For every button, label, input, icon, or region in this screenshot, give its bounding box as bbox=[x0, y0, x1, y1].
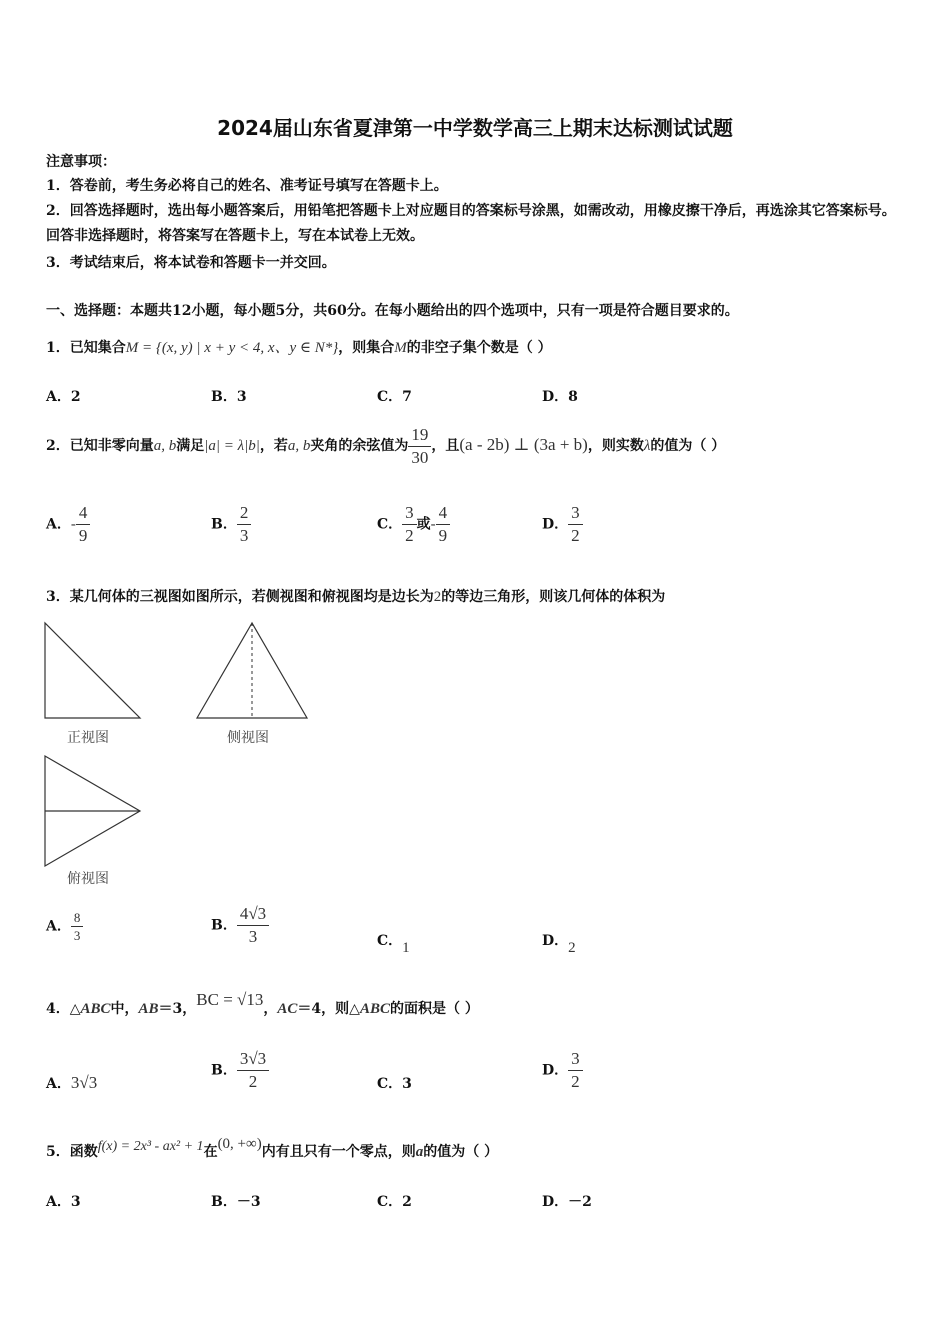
q2-cos-den: 30 bbox=[411, 447, 429, 467]
q2-t2: ，若 bbox=[259, 438, 288, 454]
q5-option-b[interactable]: B．－3 bbox=[211, 1194, 261, 1210]
q4-t2: ＝3， bbox=[158, 1001, 197, 1017]
top-view-label: 俯视图 bbox=[67, 871, 109, 887]
q3-option-a[interactable]: A． $\frac{8}{3}$ bbox=[46, 910, 83, 943]
q2-option-d-fraction: $\frac{3}{2}$ bbox=[568, 503, 583, 546]
q2-lambda: λ bbox=[643, 438, 651, 454]
page-title: 2024届山东省夏津第一中学数学高三上期末达标测试试题 bbox=[217, 116, 733, 140]
q2-t5: ，则实数 bbox=[587, 438, 644, 454]
q4-t3: ， bbox=[263, 1001, 278, 1017]
q3-prefix: 3．某几何体的三视图如图所示，若侧视图和俯视图均是边长为 bbox=[46, 589, 434, 605]
q5-t2: 内有且只有一个零点，则 bbox=[261, 1144, 416, 1160]
notice-item-1: 1．答卷前，考生务必将自己的姓名、准考证号填写在答题卡上。 bbox=[46, 178, 448, 194]
side-view-label: 侧视图 bbox=[227, 730, 269, 746]
q5-t1: 在 bbox=[203, 1144, 218, 1160]
q2-condition: |a| = λ|b| bbox=[204, 438, 260, 454]
q4-bc: BC = √13 bbox=[196, 990, 264, 1009]
q4-option-b-fraction: $\frac{3√3}{2}$ bbox=[237, 1049, 269, 1092]
three-view-figure bbox=[40, 618, 320, 890]
q3-option-c[interactable]: C．1 bbox=[377, 933, 410, 956]
question-3 bbox=[46, 586, 665, 608]
question-1 bbox=[46, 337, 552, 359]
q1-m: M bbox=[394, 340, 407, 356]
section-heading: 一、选择题：本题共12小题，每小题5分，共60分。在每小题给出的四个选项中，只有一项是符合题目要求的。 bbox=[46, 303, 739, 319]
question-5 bbox=[46, 1136, 499, 1164]
q2-t4: ，且 bbox=[431, 438, 460, 454]
q4-abc-2: ABC bbox=[359, 1001, 390, 1017]
q4-ab: AB bbox=[138, 1001, 159, 1017]
q2-option-b[interactable]: B． $\frac{2}{3}$ bbox=[211, 503, 251, 546]
q4-t4: ＝4，则△ bbox=[297, 1001, 360, 1017]
notice-heading: 注意事项： bbox=[46, 154, 116, 170]
q1-suffix: ，则集合 bbox=[338, 340, 395, 356]
q1-suffix2: 的非空子集个数是（ ） bbox=[406, 340, 552, 356]
q1-option-c[interactable]: C．7 bbox=[377, 389, 412, 405]
q3-two: 2 bbox=[433, 589, 442, 605]
q2-option-c[interactable]: C． $\frac{3}{2}$ 或- $\frac{4}{9}$ bbox=[377, 503, 450, 546]
q3-option-b[interactable]: B． $\frac{4√3}{3}$ bbox=[211, 904, 269, 947]
front-view-triangle bbox=[45, 623, 140, 718]
front-view-label: 正视图 bbox=[67, 730, 109, 746]
q4-abc: ABC bbox=[80, 1001, 111, 1017]
q2-vectors: a, b bbox=[153, 438, 177, 454]
question-2 bbox=[46, 420, 725, 471]
q3-option-d[interactable]: D．2 bbox=[542, 933, 576, 956]
q4-option-d[interactable]: D． $\frac{3}{2}$ bbox=[542, 1049, 583, 1092]
q5-a: a bbox=[415, 1144, 424, 1160]
q2-option-d[interactable]: D． $\frac{3}{2}$ bbox=[542, 503, 583, 546]
q2-vectors-2: a, b bbox=[287, 438, 311, 454]
q3-option-a-fraction: $\frac{8}{3}$ bbox=[71, 910, 84, 943]
q4-ac: AC bbox=[277, 1001, 298, 1017]
q1-prefix: 1．已知集合 bbox=[46, 340, 126, 356]
notice-item-2: 2．回答选择题时，选出每小题答案后，用铅笔把答题卡上对应题目的答案标号涂黑，如需改动，用橡皮擦干净后，再选涂其它答案标号。回答非选择题时，将答案写在答题卡上，写在本试卷上无效。 bbox=[46, 203, 896, 244]
q5-option-c[interactable]: C．2 bbox=[377, 1194, 412, 1210]
q3-option-b-fraction: $\frac{4√3}{3}$ bbox=[237, 904, 269, 947]
q1-option-d[interactable]: D．8 bbox=[542, 389, 578, 405]
q2-option-a-fraction: $\frac{4}{9}$ bbox=[76, 503, 91, 546]
q4-option-c[interactable]: C．3 bbox=[377, 1076, 412, 1092]
q2-option-a[interactable]: A．- $\frac{4}{9}$ bbox=[46, 503, 90, 546]
q5-interval: (0, +∞) bbox=[217, 1136, 262, 1152]
q2-cos-fraction bbox=[408, 425, 431, 468]
q1-option-b[interactable]: B．3 bbox=[211, 389, 247, 405]
q4-option-a[interactable]: A．3√3 bbox=[46, 1073, 98, 1092]
q4-t1: 中， bbox=[110, 1001, 139, 1017]
notice-item-3: 3．考试结束后，将本试卷和答题卡一并交回。 bbox=[46, 255, 336, 271]
q4-option-d-fraction: $\frac{3}{2}$ bbox=[568, 1049, 583, 1092]
q2-option-c-fraction-2: $\frac{4}{9}$ bbox=[436, 503, 451, 546]
q4-option-b[interactable]: B． $\frac{3√3}{2}$ bbox=[211, 1049, 269, 1092]
q4-prefix: 4．△ bbox=[46, 1001, 81, 1017]
q1-set-expression: M = {(x, y) | x + y < 4, x、y ∈ N*} bbox=[125, 340, 339, 356]
q3-suffix: 的等边三角形，则该几何体的体积为 bbox=[441, 589, 666, 605]
q2-cos-num: 19 bbox=[408, 425, 431, 447]
q5-option-a[interactable]: A．3 bbox=[46, 1194, 81, 1210]
q2-option-b-fraction: $\frac{2}{3}$ bbox=[237, 503, 252, 546]
q5-option-d[interactable]: D．－2 bbox=[542, 1194, 592, 1210]
q2-option-c-fraction-1: $\frac{3}{2}$ bbox=[402, 503, 417, 546]
q5-prefix: 5．函数 bbox=[46, 1144, 98, 1160]
q4-t5: 的面积是（ ） bbox=[389, 1001, 479, 1017]
q2-t6: 的值为（ ） bbox=[650, 438, 726, 454]
q5-function: f(x) = 2x³ - ax² + 1 bbox=[97, 1139, 204, 1154]
q2-t1: 满足 bbox=[176, 438, 205, 454]
q2-perp: (a - 2b) ⊥ (3a + b) bbox=[459, 435, 588, 454]
q2-prefix: 2．已知非零向量 bbox=[46, 438, 154, 454]
q1-option-a[interactable]: A．2 bbox=[46, 389, 81, 405]
q2-t3: 夹角的余弦值为 bbox=[310, 438, 409, 454]
q5-t3: 的值为（ ） bbox=[423, 1144, 499, 1160]
question-4 bbox=[46, 990, 479, 1020]
